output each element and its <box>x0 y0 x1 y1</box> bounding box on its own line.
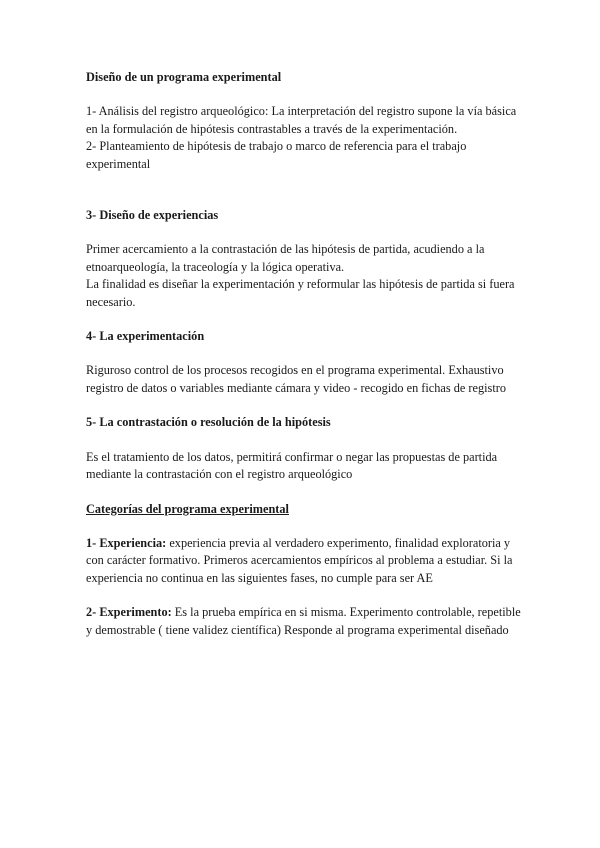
category-item-2 <box>86 604 526 639</box>
section-4-heading: 4- La experimentación <box>86 329 205 344</box>
step-2-paragraph: 2- Planteamiento de hipótesis de trabajo o marco de referencia para el trabajo experimental <box>86 139 467 171</box>
spacer <box>86 587 526 604</box>
category-item-2-text: Es la prueba empírica en si misma. Experimento controlable, repetible y demostrable ( tiene validez científica) Responde al programa experimental diseñado <box>86 605 521 637</box>
spacer <box>86 345 526 362</box>
section-3-heading: 3- Diseño de experiencias <box>86 208 219 223</box>
section-4-paragraph-1: Riguroso control de los procesos recogidos en el programa experimental. Exhaustivo registro de datos o variables mediante cámara y video - recogido en fichas de registro <box>86 363 506 395</box>
category-item-2-label: 2- Experimento: <box>86 605 172 620</box>
category-item-1-text: experiencia previa al verdadero experimento, finalidad exploratoria y con carácter formativo. Primeros acercamientos empíricos al problema a estudiar. Si la experiencia no continua en las siguientes fases, no cumple para ser AE <box>86 535 513 585</box>
categories-heading: Categorías del programa experimental <box>86 501 289 516</box>
section-3-paragraph-1: Primer acercamiento a la contrastación de las hipótesis de partida, acudiendo a la etnoarqueología, la traceología y la lógica operativa. <box>86 242 485 274</box>
category-item-1-label: 1- Experiencia: <box>86 535 167 550</box>
spacer <box>86 432 526 449</box>
spacer <box>86 173 526 207</box>
section-5-paragraph-1: Es el tratamiento de los datos, permitirá confirmar o negar las propuestas de partida mediante la contrastación con el registro arqueológico <box>86 449 498 482</box>
spacer <box>86 484 526 501</box>
section-3-paragraph-2: La finalidad es diseñar la experimentación y reformular las hipótesis de partida si fuera necesario. <box>86 277 515 309</box>
spacer <box>86 518 526 535</box>
section-5-heading: 5- La contrastación o resolución de la hipótesis <box>86 415 331 430</box>
spacer <box>86 224 526 241</box>
step-1-paragraph: 1- Análisis del registro arqueológico: La interpretación del registro supone la vía básica en la formulación de hipótesis contrastables a través de la experimentación. <box>86 104 517 136</box>
document-title: Diseño de un programa experimental <box>86 70 282 84</box>
spacer <box>86 86 526 103</box>
spacer <box>86 397 526 414</box>
spacer <box>86 311 526 328</box>
document-page <box>86 69 526 639</box>
category-item-1 <box>86 535 526 587</box>
